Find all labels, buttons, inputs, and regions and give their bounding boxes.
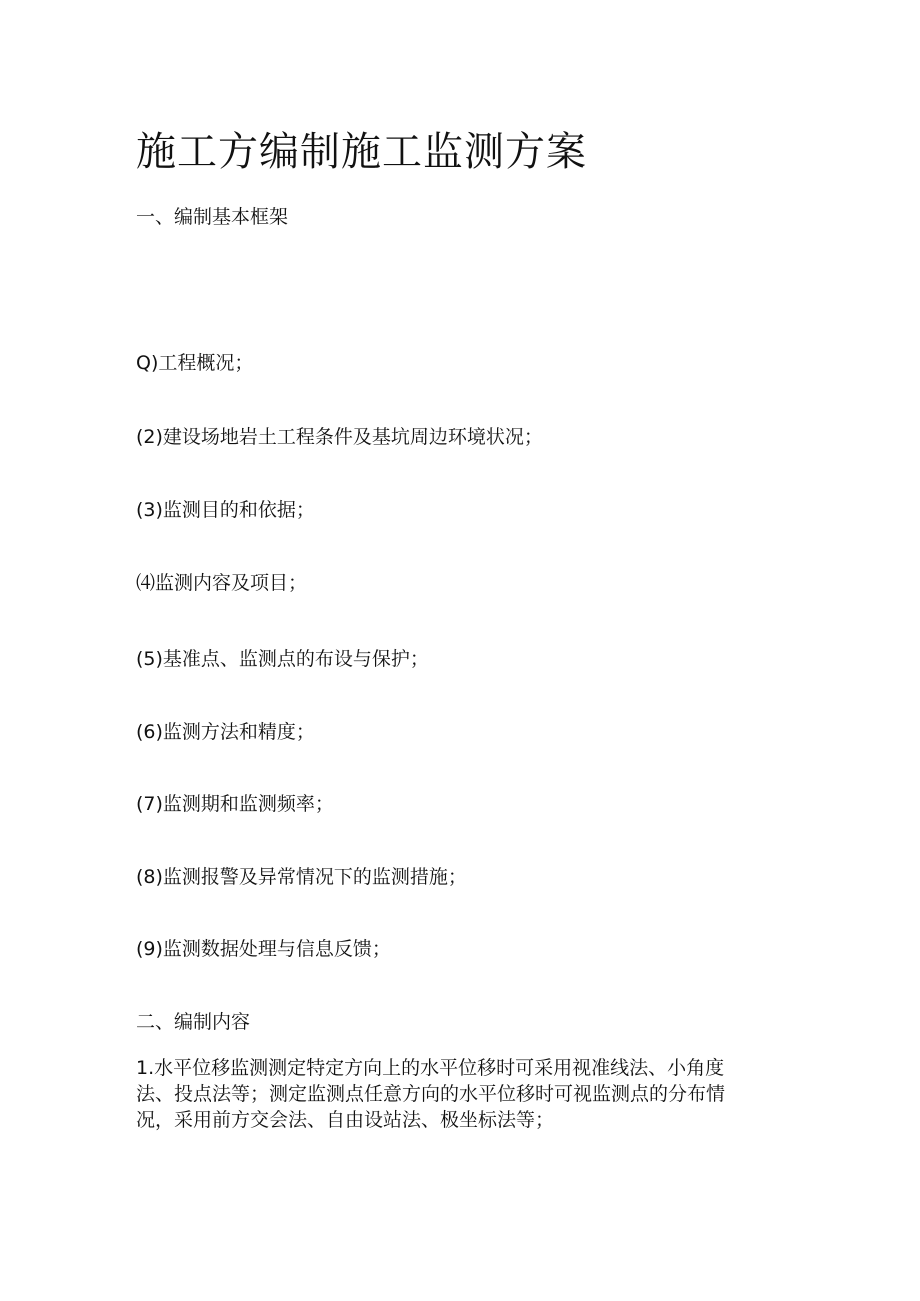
list-item: (7)监测期和监测频率； xyxy=(136,793,334,815)
paragraph-line: 法、投点法等；测定监测点任意方向的水平位移时可视监测点的分布情 xyxy=(136,1083,726,1105)
list-item: (6)监测方法和精度； xyxy=(136,721,315,743)
section-heading-content: 二、编制内容 xyxy=(136,1011,251,1033)
list-item: Q)工程概况； xyxy=(136,352,254,374)
list-item: (2)建设场地岩土工程条件及基坑周边环境状况； xyxy=(136,426,543,448)
list-item: (3)监测目的和依据； xyxy=(136,499,315,521)
section-heading-framework: 一、编制基本框架 xyxy=(136,206,289,228)
paragraph-line: 况，采用前方交会法、自由设站法、极坐标法等； xyxy=(136,1109,555,1131)
list-item: (5)基准点、监测点的布设与保护； xyxy=(136,648,429,670)
body-paragraph xyxy=(136,1055,776,1133)
document-title: 施工方编制施工监测方案 xyxy=(136,129,587,175)
paragraph-line: 1.水平位移监测测定特定方向上的水平位移时可采用视准线法、小角度 xyxy=(136,1057,725,1079)
list-item: ⑷监测内容及项目； xyxy=(136,572,308,594)
list-item: (8)监测报警及异常情况下的监测措施； xyxy=(136,866,467,888)
list-item: (9)监测数据处理与信息反馈； xyxy=(136,938,391,960)
